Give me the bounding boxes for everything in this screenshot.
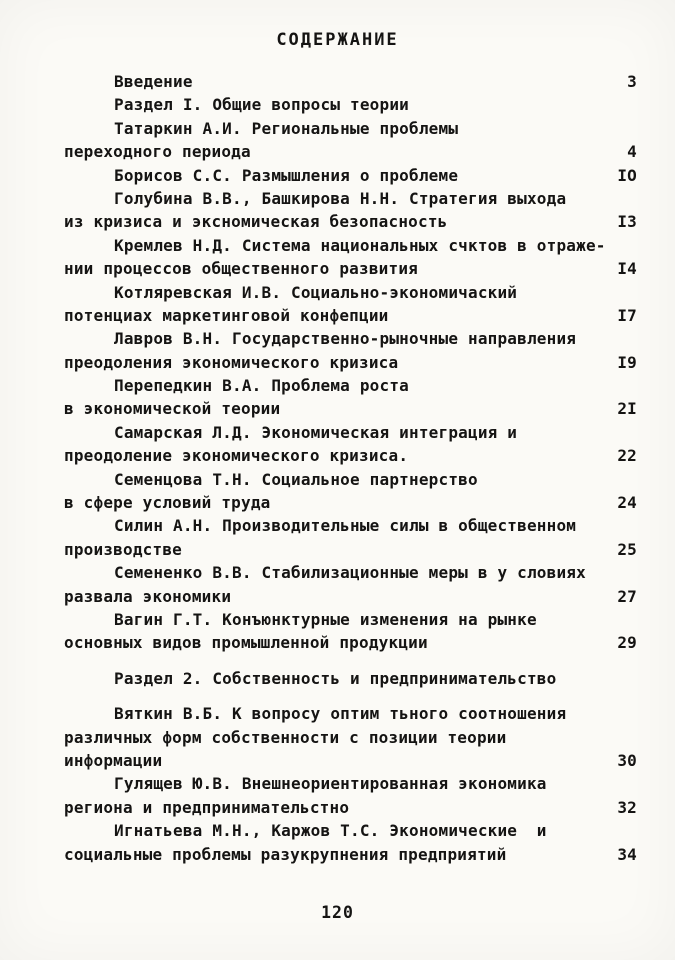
entry-text: Гулящев Ю.В. Внешнеориентированная экономика [114, 774, 547, 794]
entry-text: Кремлев Н.Д. Система национальных счктов в отраже- [114, 235, 606, 255]
entry-page-number: 27 [617, 586, 637, 606]
toc-entry-line [0, 166, 675, 189]
toc-entry-line [0, 845, 675, 868]
toc-entry-line [0, 329, 675, 352]
toc-entry-line [0, 728, 675, 751]
toc-entry-line [0, 470, 675, 493]
entry-text: Перепедкин В.А. Проблема роста [114, 376, 409, 396]
entry-text: основных видов промышленной продукции [64, 633, 428, 653]
entry-text: преодоления экономического кризиса [64, 352, 399, 372]
toc-entry-line [0, 119, 675, 142]
toc-entry-line [0, 189, 675, 212]
toc-entry-line [0, 306, 675, 329]
entry-text: Раздел I. Общие вопросы теории [114, 95, 409, 115]
entry-text: Татаркин А.И. Региональные проблемы [114, 118, 459, 138]
entry-text: потенциах маркетинговой конфепции [64, 305, 389, 325]
toc-entry-line [0, 95, 675, 118]
entry-page-number: 24 [617, 493, 637, 513]
entry-page-number: 32 [617, 797, 637, 817]
entry-text: переходного периода [64, 142, 251, 162]
entry-text: Семенцова Т.Н. Социальное партнерство [114, 469, 478, 489]
entry-text: в сфере условий труда [64, 493, 271, 513]
entry-text: информации [64, 750, 163, 770]
page-title: СОДЕРЖАНИЕ [276, 30, 399, 50]
toc-entry-line [0, 633, 675, 656]
toc-entry-line [0, 563, 675, 586]
entry-page-number: IO [617, 165, 637, 185]
toc-entry-line [0, 774, 675, 797]
entry-text: Введение [114, 72, 193, 91]
entry-text: Голубина В.В., Башкирова Н.Н. Стратегия выхода [114, 188, 567, 208]
footer-page-number: 120 [321, 903, 354, 922]
toc-entry-line [0, 283, 675, 306]
entry-text: различных форм собственности с позиции теории [64, 727, 507, 747]
entry-page-number: 3 [627, 72, 637, 91]
entry-text: Семененко В.В. Стабилизационные меры в у словиях [114, 563, 586, 583]
toc-entry-line [0, 72, 675, 95]
toc-entry-line [0, 704, 675, 727]
toc-entry-line [0, 353, 675, 376]
entry-page-number: 2I [617, 399, 637, 419]
entry-page-number: 29 [617, 633, 637, 653]
entry-text: из кризиса и эксномическая безопасность [64, 212, 448, 232]
entry-text: в экономической теории [64, 399, 281, 419]
entry-text: Вяткин В.Б. К вопросу оптим тьного соотношения [114, 704, 567, 724]
toc-entry-line [0, 142, 675, 165]
entry-page-number: 30 [617, 750, 637, 770]
toc-entry-line [0, 516, 675, 539]
entry-text: Лавров В.Н. Государственно-рыночные направления [114, 329, 577, 349]
entry-page-number: 4 [627, 142, 637, 162]
entry-page-number: I4 [617, 259, 637, 279]
toc-entry-line [0, 423, 675, 446]
entry-text: производстве [64, 539, 182, 559]
entry-text: Самарская Л.Д. Экономическая интеграция и [114, 422, 518, 442]
entry-page-number: I3 [617, 212, 637, 232]
toc-entry-line [0, 540, 675, 563]
entry-text: Котляревская И.В. Социально-экономичаский [114, 282, 518, 302]
toc-entry-line [0, 212, 675, 235]
toc-entry-line [0, 493, 675, 516]
entry-page-number: 34 [617, 844, 637, 864]
entry-page-number: I7 [617, 305, 637, 325]
entry-text: Раздел 2. Собственность и предпринимательство [114, 668, 557, 688]
entry-text: Игнатьева М.Н., Каржов Т.С. Экономические и [114, 821, 547, 841]
toc-entry-line [0, 259, 675, 282]
toc-entry-line [0, 610, 675, 633]
entry-text: Силин А.Н. Производительные силы в общественном [114, 516, 577, 536]
entry-text: Борисов С.С. Размышления о проблеме [114, 165, 459, 185]
toc-entry-line [0, 751, 675, 774]
toc-entry-line [0, 587, 675, 610]
entry-page-number: 22 [617, 446, 637, 466]
toc-entry-line [0, 376, 675, 399]
entry-text: нии процессов общественного развития [64, 259, 418, 279]
toc-entry-line [0, 798, 675, 821]
toc-entry-line [0, 236, 675, 259]
toc-entry-line [0, 669, 675, 692]
table-of-contents [0, 72, 675, 868]
entry-text: региона и предпринимательстно [64, 797, 350, 817]
entry-text: социальные проблемы разукрупнения предприятий [64, 844, 507, 864]
entry-text: преодоление экономического кризиса. [64, 446, 409, 466]
entry-page-number: I9 [617, 352, 637, 372]
entry-page-number: 25 [617, 539, 637, 559]
entry-text: развала экономики [64, 586, 232, 606]
toc-entry-line [0, 821, 675, 844]
entry-text: Вагин Г.Т. Конъюнктурные изменения на рынке [114, 609, 537, 629]
toc-entry-line [0, 446, 675, 469]
toc-entry-line [0, 399, 675, 422]
